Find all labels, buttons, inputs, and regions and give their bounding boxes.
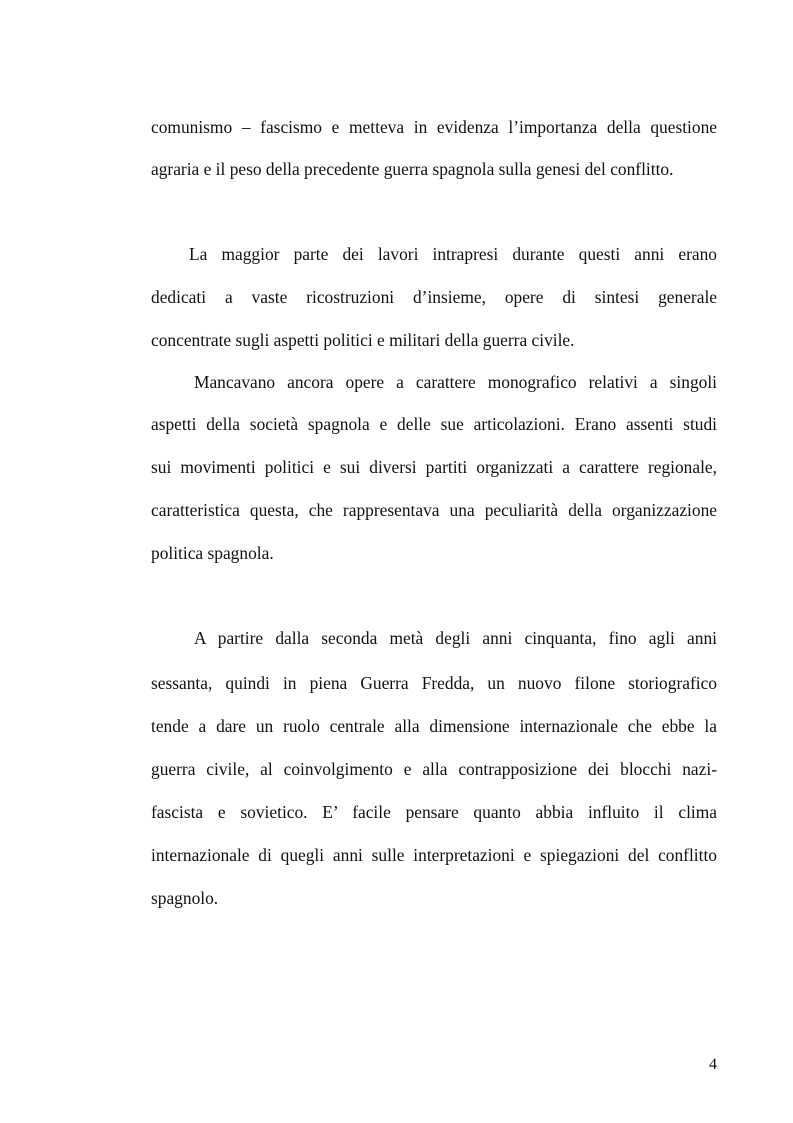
paragraph-4-line-7: spagnolo.: [151, 888, 219, 908]
paragraph-4-line-5: fascista e sovietico. E’ facile pensare quanto abbia influito il clima: [151, 802, 717, 822]
paragraph-3-line-2: aspetti della società spagnola e delle sue articolazioni. Erano assenti studi: [151, 414, 717, 434]
paragraph-1-line-2: agraria e il peso della precedente guerra spagnola sulla genesi del conflitto.: [151, 159, 674, 179]
paragraph-2-line-1: La maggior parte dei lavori intrapresi durante questi anni erano: [189, 244, 717, 264]
paragraph-4-line-4: guerra civile, al coinvolgimento e alla contrapposizione dei blocchi nazi-: [151, 759, 717, 779]
paragraph-3-line-5: politica spagnola.: [151, 543, 274, 563]
paragraph-3-line-3: sui movimenti politici e sui diversi partiti organizzati a carattere regionale,: [151, 457, 717, 477]
paragraph-1-line-1: comunismo – fascismo e metteva in evidenza l’importanza della questione: [151, 117, 717, 137]
paragraph-3-line-4: caratteristica questa, che rappresentava una peculiarità della organizzazione: [151, 500, 717, 520]
paragraph-4-line-6: internazionale di quegli anni sulle interpretazioni e spiegazioni del conflitto: [151, 845, 717, 865]
page-number: 4: [709, 1056, 717, 1073]
paragraph-3-line-1: Mancavano ancora opere a carattere monografico relativi a singoli: [194, 372, 717, 392]
paragraph-2-line-2: dedicati a vaste ricostruzioni d’insieme, opere di sintesi generale: [151, 287, 717, 307]
paragraph-4-line-3: tende a dare un ruolo centrale alla dimensione internazionale che ebbe la: [151, 716, 717, 736]
paragraph-4-line-2: sessanta, quindi in piena Guerra Fredda, un nuovo filone storiografico: [151, 673, 717, 693]
paragraph-2-line-3: concentrate sugli aspetti politici e militari della guerra civile.: [151, 330, 575, 350]
paragraph-4-line-1: A partire dalla seconda metà degli anni cinquanta, fino agli anni: [194, 628, 717, 648]
